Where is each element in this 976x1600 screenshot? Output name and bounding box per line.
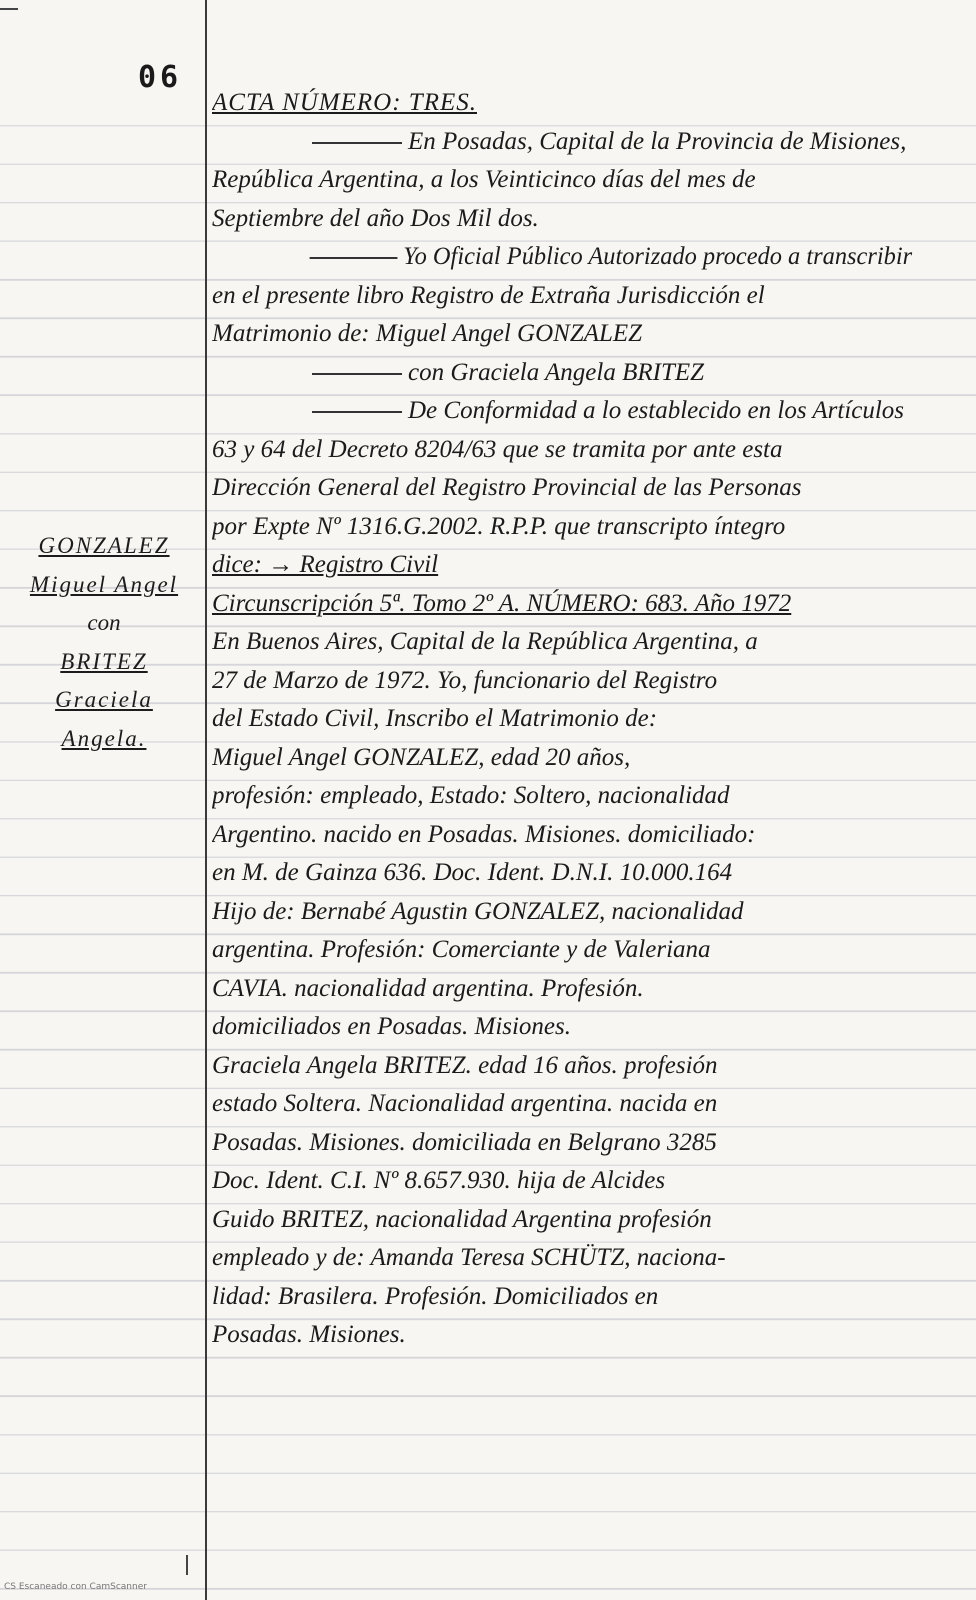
- text-line: Yo Oficial Público Autorizado procedo a transcribir: [212, 238, 976, 277]
- text-line: dice: → Registro Civil: [212, 551, 439, 578]
- marginal-line: Angela.: [61, 725, 147, 751]
- text-line: Doc. Ident. C.I. Nº 8.657.930. hija de Alcides: [212, 1167, 666, 1194]
- text-line: En Buenos Aires, Capital de la República Argentina, a: [212, 628, 758, 655]
- marginal-note: [14, 527, 194, 758]
- text-line: Graciela Angela BRITEZ. edad 16 años. profesión: [212, 1051, 718, 1079]
- text-line: CAVIA. nacionalidad argentina. Profesión.: [212, 974, 644, 1002]
- text-line: República Argentina, a los Veinticinco días del mes de: [212, 166, 756, 193]
- text-line: por Expte Nº 1316.G.2002. R.P.P. que transcripto íntegro: [212, 512, 786, 540]
- text-line: estado Soltera. Nacionalidad argentina. nacida en: [212, 1090, 718, 1117]
- marginal-line: GONZALEZ: [38, 533, 170, 558]
- text-line: Matrimonio de: Miguel Angel GONZALEZ: [212, 320, 643, 347]
- text-line: En Posadas, Capital de la Provincia de Misiones,: [212, 123, 912, 162]
- text-line: empleado y de: Amanda Teresa SCHÜTZ, naciona-: [212, 1244, 726, 1271]
- text-line: en M. de Gainza 636. Doc. Ident. D.N.I. 10.000.164: [212, 859, 733, 886]
- text-line: profesión: empleado, Estado: Soltero, nacionalidad: [212, 782, 730, 809]
- marginal-line: Miguel Angel: [29, 571, 179, 597]
- text-line: Posadas. Misiones. domiciliada en Belgrano 3285: [212, 1128, 717, 1156]
- text-line: De Conformidad a lo establecido en los Artículos: [212, 392, 912, 431]
- text-line: con Graciela Angela BRITEZ: [212, 354, 912, 393]
- scanner-watermark: CS Escaneado con CamScanner: [4, 1582, 147, 1592]
- text-line: argentina. Profesión: Comerciante y de Valeriana: [212, 936, 711, 963]
- text-line: Hijo de: Bernabé Agustin GONZALEZ, nacionalidad: [212, 897, 744, 925]
- text-line: domiciliados en Posadas. Misiones.: [212, 1013, 572, 1040]
- text-line: Miguel Angel GONZALEZ, edad 20 años,: [212, 743, 631, 771]
- text-line: en el presente libro Registro de Extraña Jurisdicción el: [212, 281, 765, 309]
- text-line: Posadas. Misiones.: [212, 1321, 406, 1348]
- act-body: [212, 84, 912, 1355]
- text-line: Septiembre del año Dos Mil dos.: [212, 204, 539, 232]
- margin-rule: [205, 0, 207, 1600]
- text-line: 63 y 64 del Decreto 8204/63 que se tramita por ante esta: [212, 435, 783, 463]
- top-tick-mark: [0, 8, 18, 10]
- text-line: Dirección General del Registro Provincial de las Personas: [212, 474, 802, 501]
- text-line: Circunscripción 5ª. Tomo 2º A. NÚMERO: 683. Año 1972: [212, 589, 792, 617]
- text-line: Argentino. nacido en Posadas. Misiones. domiciliado:: [212, 820, 756, 848]
- text-line: del Estado Civil, Inscribo el Matrimonio de:: [212, 705, 658, 732]
- marginal-line: con: [87, 610, 121, 635]
- text-line: lidad: Brasilera. Profesión. Domiciliados en: [212, 1282, 659, 1310]
- bottom-tick-mark: [186, 1555, 188, 1575]
- marginal-line: BRITEZ: [60, 648, 148, 674]
- act-title: ACTA NÚMERO: TRES.: [212, 89, 477, 116]
- text-line: Guido BRITEZ, nacionalidad Argentina profesión: [212, 1205, 712, 1233]
- page-number: 06: [138, 60, 183, 95]
- marginal-line: Graciela: [55, 687, 153, 712]
- text-line: 27 de Marzo de 1972. Yo, funcionario del Registro: [212, 666, 718, 694]
